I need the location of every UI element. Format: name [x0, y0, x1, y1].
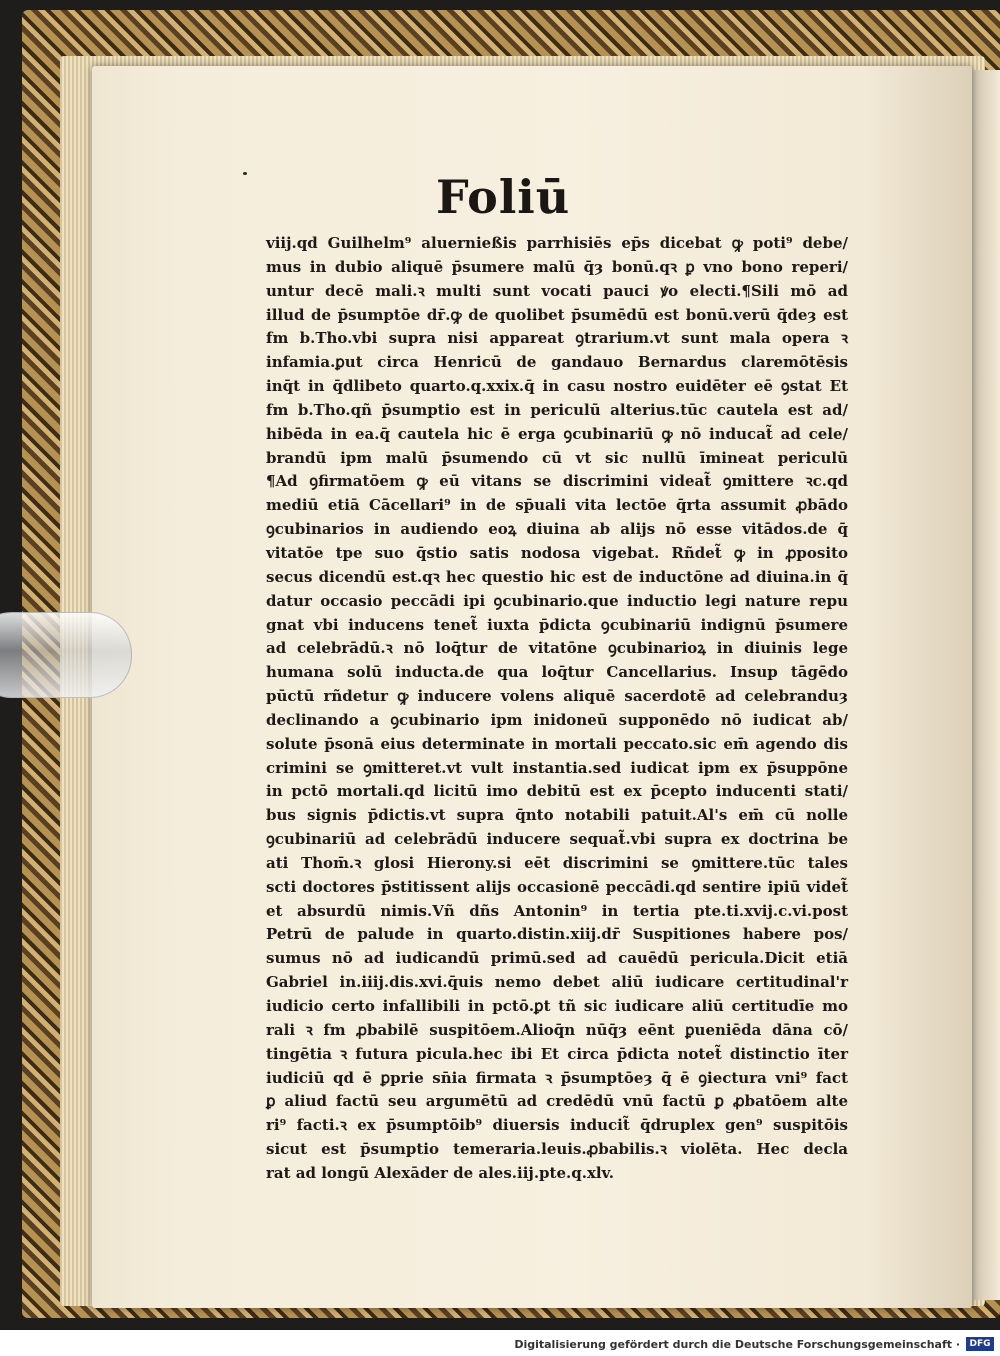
text-line: humana solū inducta.de qua loq̄tur Cancellarius. Insup tāgēdo	[266, 663, 848, 682]
text-line: inq̄t in q̄dlibeto quarto.q.xxix.q̄ in casu nostro euidēter eē ꝯstat Et	[266, 377, 848, 396]
text-line: sicut est p̄sumptio temeraria.leuis.ꝓbabilis.ꝛ violēta. Hec decla	[266, 1140, 848, 1159]
text-line: hibēda in ea.q̄ cautela hic ē erga ꝯcubinariū ꝙ nō inducat̃ ad cele/	[266, 424, 848, 443]
book-clip	[0, 612, 132, 698]
text-line: ati Thom̄.ꝛ glosi Hierony.si eēt discrimini se ꝯmittere.tūc tales	[266, 853, 848, 872]
dfg-logo: DFG	[966, 1337, 994, 1351]
text-line: tingētia ꝛ futura picula.hec ibi Et circa p̄dicta notet̃ distinctio īter	[266, 1044, 848, 1063]
text-line: ꝑ aliud factū seu argumētū ad credēdū vnū factū ꝑ ꝓbatōem alte	[266, 1092, 848, 1111]
text-line: pūctū rñdetur ꝙ inducere volens aliquē sacerdotē ad celebranduȝ	[266, 687, 848, 706]
text-line: brandū ipm malū p̄sumendo cū vt sic nullū īmineat periculū	[266, 448, 848, 467]
text-line: untur decē mali.ꝛ multi sunt vocati pauci ꝟo electi.¶Sili mō ad	[266, 281, 848, 300]
text-line: mus in dubio aliquē p̄sumere malū q̄ȝ bonū.qꝛ ꝑ vno bono reperi/	[266, 257, 848, 276]
text-line: secus dicendū est.qꝛ hec questio hic est de inductōne ad diuina.in q̄	[266, 567, 848, 586]
text-line: in pctō mortali.qd licitū imo debitū est ex p̄cepto inducenti stati/	[266, 782, 848, 801]
text-line: scti doctores p̄stitissent alijs occasionē peccādi.qd sentire ipiū videt̃	[266, 877, 848, 896]
text-line: ¶Ad ꝯfirmatōem ꝙ eū vitans se discrimini videat̃ ꝯmittere ꝛc.qd	[266, 472, 848, 491]
text-line: mediū etiā Cācellari⁹ in de sp̄uali vita lectōe q̄rta assumit ꝓbādo	[266, 496, 848, 515]
text-line: ꝯcubinariū ad celebrādū inducere sequat̃.vbi supra ex doctrina be	[266, 830, 848, 849]
text-line: vitatōe tpe suo q̄stio satis nodosa vigebat. Rñdet̃ ꝙ in ꝓposito	[266, 543, 848, 562]
text-line: iudiciū qd ē ꝑprie sn̄ia firmata ꝛ p̄sumptōeȝ q̄ ē ꝯiectura vni⁹ fact	[266, 1068, 848, 1087]
text-line: ad celebrādū.ꝛ nō loq̄tur de vitatōne ꝯcubinarioꝝ in diuinis lege	[266, 639, 848, 658]
text-line: et absurdū nimis.Vñ dñs Antonin⁹ in tertia pte.ti.xvij.c.vi.post	[266, 901, 848, 920]
page-heading: Foliū	[436, 170, 571, 224]
text-line: viij.qd Guilhelm⁹ aluernießis parrhisiēs ep̄s dicebat ꝙ poti⁹ debe/	[266, 234, 848, 252]
text-line: fm b.Tho.vbi supra nisi appareat ꝯtrarium.vt sunt mala opera ꝛ	[266, 329, 848, 348]
text-line: sumus nō ad iudicandū primū.sed ad cauēdū pericula.Dicit etiā	[266, 949, 848, 968]
text-line: declinando a ꝯcubinario ipm inidoneū supponēdo nō iudicat ab/	[266, 710, 848, 729]
text-line: iudicio certo infallibili in pctō.ꝑt tñ sic iudicare aliū certitudīe mo	[266, 997, 848, 1015]
text-line: ri⁹ facti.ꝛ ex p̄sumptōib⁹ diuersis inducit̃ q̄druplex gen⁹ suspitōis	[266, 1116, 848, 1135]
facing-page-edge	[968, 70, 1000, 1300]
text-line: ꝯcubinarios in audiendo eoꝝ diuina ab alijs nō esse vitādos.de q̄	[266, 520, 848, 539]
text-line: rali ꝛ fm ꝓbabilē suspitōem.Alioq̄n nūq̄ȝ eēnt ꝑueniēda dāna cō/	[266, 1020, 848, 1039]
text-line: bus signis p̄dictis.vt supra q̄nto notabili patuit.Al's em̄ cū nolle	[266, 806, 848, 825]
text-line: crimini se ꝯmitteret.vt vult instantia.sed iudicat ipm ex p̄suppōne	[266, 758, 848, 777]
text-line: infamia.ꝑut circa Henricū de gandauo Bernardus claremōtēsis	[266, 353, 848, 372]
text-line: rat ad longū Alexāder de ales.iij.pte.q.xlv.	[266, 1163, 615, 1182]
text-line: fm b.Tho.qñ p̄sumptio est in periculū alterius.tūc cautela est ad/	[266, 400, 848, 419]
text-line: gnat vbi inducens tenet̃ iuxta p̄dicta ꝯcubinariū indignū p̄sumere	[266, 615, 848, 634]
text-line: datur occasio peccādi ipi ꝯcubinario.que inductio legi nature repu	[266, 591, 848, 610]
footer-credit: Digitalisierung gefördert durch die Deutsche Forschungsgemeinschaft ·	[514, 1338, 960, 1351]
ink-dot	[243, 172, 247, 175]
text-line: Gabriel in.iiij.dis.xvi.q̄uis nemo debet aliū iudicare certitudinal'r	[266, 973, 848, 992]
text-line: Petrū de palude in quarto.distin.xiij.dr̄ Suspitiones habere pos/	[266, 925, 848, 944]
text-line: illud de p̄sumptōe dr̄.ꝙ de quolibet p̄sumēdū est bonū.verū q̄deȝ est	[266, 305, 848, 324]
text-line: solute p̄sonā eius determinate in mortali peccato.sic em̄ agendo dis	[266, 734, 848, 753]
text-block	[266, 232, 848, 1186]
